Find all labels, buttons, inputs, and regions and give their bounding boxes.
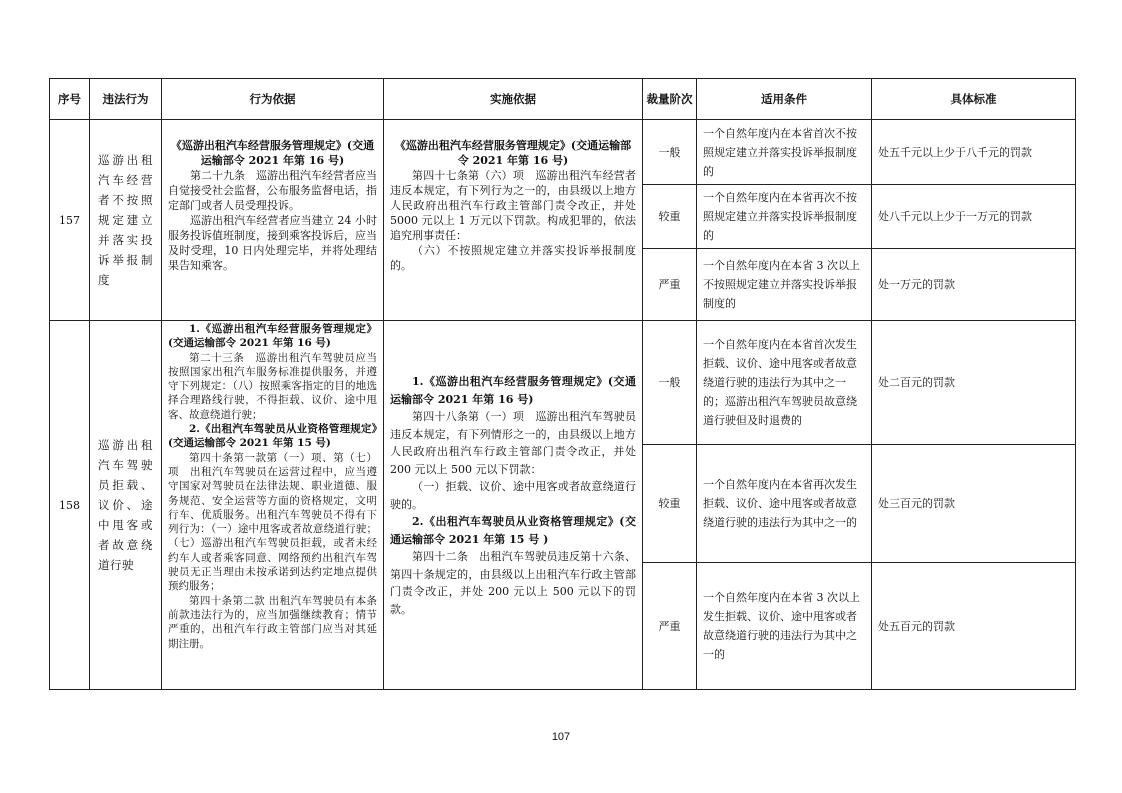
violation-157: 巡游出租汽车经营者不按照规定建立并落实投诉举报制度 [90, 120, 162, 321]
impl-158 [384, 321, 643, 690]
header-implementation: 实施依据 [384, 79, 643, 120]
basis-158-title-2: 2.《出租汽车驾驶员从业资格管理规定》(交通运输部令 2021 年第 15 号) [168, 423, 377, 450]
table-row [50, 321, 1076, 445]
basis-157-title: 《巡游出租汽车经营服务管理规定》(交通运输部令 2021 年第 16 号) [170, 139, 375, 167]
header-condition: 适用条件 [697, 79, 872, 120]
standard-158-3: 处五百元的罚款 [872, 563, 1076, 690]
level-157-3: 严重 [643, 249, 697, 321]
condition-157-1: 一个自然年度内在本省首次不按照规定建立并落实投诉举报制度的 [697, 120, 872, 185]
basis-157-p2: 巡游出租汽车经营者应当建立 24 小时服务投诉值班制度，接到乘客投诉后，应当及时受理，10 日内处理完毕，并将处理结果告知乘客。 [168, 214, 377, 272]
header-seq: 序号 [50, 79, 90, 120]
condition-157-2: 一个自然年度内在本省再次不按照规定建立并落实投诉举报制度的 [697, 185, 872, 249]
condition-158-3: 一个自然年度内在本省 3 次以上发生拒载、议价、途中甩客或者故意绕道行驶的违法行为其中之一的 [697, 563, 872, 690]
header-level: 裁量阶次 [643, 79, 697, 120]
impl-158-p3: 第四十二条 出租汽车驾驶员违反第十六条、第四十条规定的，由县级以上出租汽车行政主管部门责令改正，并处 200 元以上 500 元以下的罚款。 [390, 550, 636, 616]
basis-158-p3: 第四十条第二款 出租汽车驾驶员有本条前款违法行为的，应当加强继续教育；情节严重的，出租汽车行政主管部门应当对其延期注册。 [168, 594, 377, 650]
level-158-1: 一般 [643, 321, 697, 445]
level-157-2: 较重 [643, 185, 697, 249]
basis-157 [162, 120, 384, 321]
impl-157-p2: （六）不按照规定建立并落实投诉举报制度的。 [390, 244, 636, 272]
table-row [50, 120, 1076, 185]
standard-157-3: 处一万元的罚款 [872, 249, 1076, 321]
basis-157-p1: 第二十九条 巡游出租汽车经营者应当自觉接受社会监督，公布服务监督电话，指定部门或者人员受理投诉。 [168, 169, 377, 212]
impl-158-title-2: 2.《出租汽车驾驶员从业资格管理规定》(交通运输部令 2021 年第 15 号 ) [390, 515, 636, 546]
condition-157-3: 一个自然年度内在本省 3 次以上不按照规定建立并落实投诉举报制度的 [697, 249, 872, 321]
page-number: 107 [551, 731, 571, 743]
level-158-2: 较重 [643, 445, 697, 563]
standard-157-2: 处八千元以上少于一万元的罚款 [872, 185, 1076, 249]
header-row [50, 79, 1076, 120]
seq-157: 157 [50, 120, 90, 321]
impl-158-p1: 第四十八条第（一）项 巡游出租汽车驾驶员违反本规定，有下列情形之一的，由县级以上地方人民政府出租汽车行政主管部门责令改正，并处 200 元以上 500 元以下罚款： [390, 410, 636, 476]
seq-158: 158 [50, 321, 90, 690]
impl-157-title: 《巡游出租汽车经营服务管理规定》(交通运输部令 2021 年第 16 号) [394, 139, 632, 167]
header-basis: 行为依据 [162, 79, 384, 120]
header-standard: 具体标准 [872, 79, 1076, 120]
standard-157-1: 处五千元以上少于八千元的罚款 [872, 120, 1076, 185]
basis-158-p2: 第四十条第一款第（一）项、第（七）项 出租汽车驾驶员在运营过程中，应当遵守国家对驾驶员在法律法规、职业道德、服务规范、安全运营等方面的资格规定，文明行车、优质服务。出租汽车驾驶员不得有下列行为：（一）途中甩客或者故意绕道行驶；（七）巡游出租汽车驾驶员拒载，或者未经约车人或者乘客同意、网络预约出租汽车驾驶员无正当理由未按承诺到达约定地点提供预约服务； [168, 451, 377, 593]
basis-158-title-1: 1.《巡游出租汽车经营服务管理规定》(交通运输部令 2021 年第 16 号) [168, 323, 377, 350]
standard-158-1: 处二百元的罚款 [872, 321, 1076, 445]
level-158-3: 严重 [643, 563, 697, 690]
penalty-table [49, 78, 1076, 690]
condition-158-1: 一个自然年度内在本省首次发生拒载、议价、途中甩客或者故意绕道行驶的违法行为其中之一的；巡游出租汽车驾驶员故意绕道行驶但及时退费的 [697, 321, 872, 445]
standard-158-2: 处三百元的罚款 [872, 445, 1076, 563]
header-violation: 违法行为 [90, 79, 162, 120]
level-157-1: 一般 [643, 120, 697, 185]
basis-158 [162, 321, 384, 690]
violation-158: 巡游出租汽车驾驶员拒载、议价、途中甩客或者故意绕道行驶 [90, 321, 162, 690]
impl-157-p1: 第四十七条第（六）项 巡游出租汽车经营者违反本规定，有下列行为之一的，由县级以上地方人民政府出租汽车行政主管部门责令改正，并处 5000 元以上 1 万元以下罚款。构成犯罪的，依法追究刑事责任： [390, 169, 636, 242]
basis-158-p1: 第二十三条 巡游出租汽车驾驶员应当按照国家出租汽车服务标准提供服务，并遵守下列规定：（八）按照乘客指定的目的地选择合理路线行驶，不得拒载、议价、途中甩客、故意绕道行驶； [168, 351, 377, 421]
impl-158-title-1: 1.《巡游出租汽车经营服务管理规定》(交通运输部令 2021 年第 16 号) [390, 375, 636, 406]
impl-157 [384, 120, 643, 321]
impl-158-p2: （一）拒载、议价、途中甩客或者故意绕道行驶的。 [390, 480, 636, 511]
condition-158-2: 一个自然年度内在本省再次发生拒载、议价、途中甩客或者故意绕道行驶的违法行为其中之一的 [697, 445, 872, 563]
